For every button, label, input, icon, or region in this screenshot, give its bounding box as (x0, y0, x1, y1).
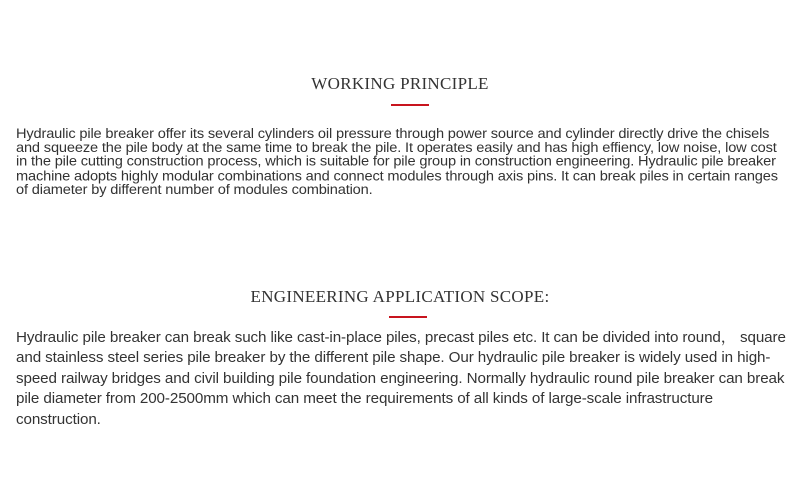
application-scope-divider (389, 316, 427, 318)
working-principle-paragraph: Hydraulic pile breaker offer its several cylinders oil pressure through power source and cylinder directly drive the chisels and squeeze the pile body at the same time to break the pile. It operates easily and has high effiency, low noise, low cost in the pile cutting construction process, which is suitable for pile group in construction engineering. Hydraulic pile breaker machine adopts highly modular combinations and connect modules through axis pins. It can break piles in certain ranges of diameter by different number of modules combination. (16, 127, 778, 198)
application-scope-heading: ENGINEERING APPLICATION SCOPE: (250, 287, 550, 306)
working-principle-heading: WORKING PRINCIPLE (311, 74, 489, 93)
working-principle-divider (391, 104, 429, 106)
application-scope-paragraph: Hydraulic pile breaker can break such like cast-in-place piles, precast piles etc. It can be divided into round， square and stainless steel series pile breaker by the different pile shape. Our hydraulic pile breaker is widely used in high-speed railway bridges and civil building pile foundation engineering. Normally hydraulic round pile breaker can break pile diameter from 200-2500mm which can meet the requirements of all kinds of large-scale infrastructure construction. (16, 329, 786, 428)
